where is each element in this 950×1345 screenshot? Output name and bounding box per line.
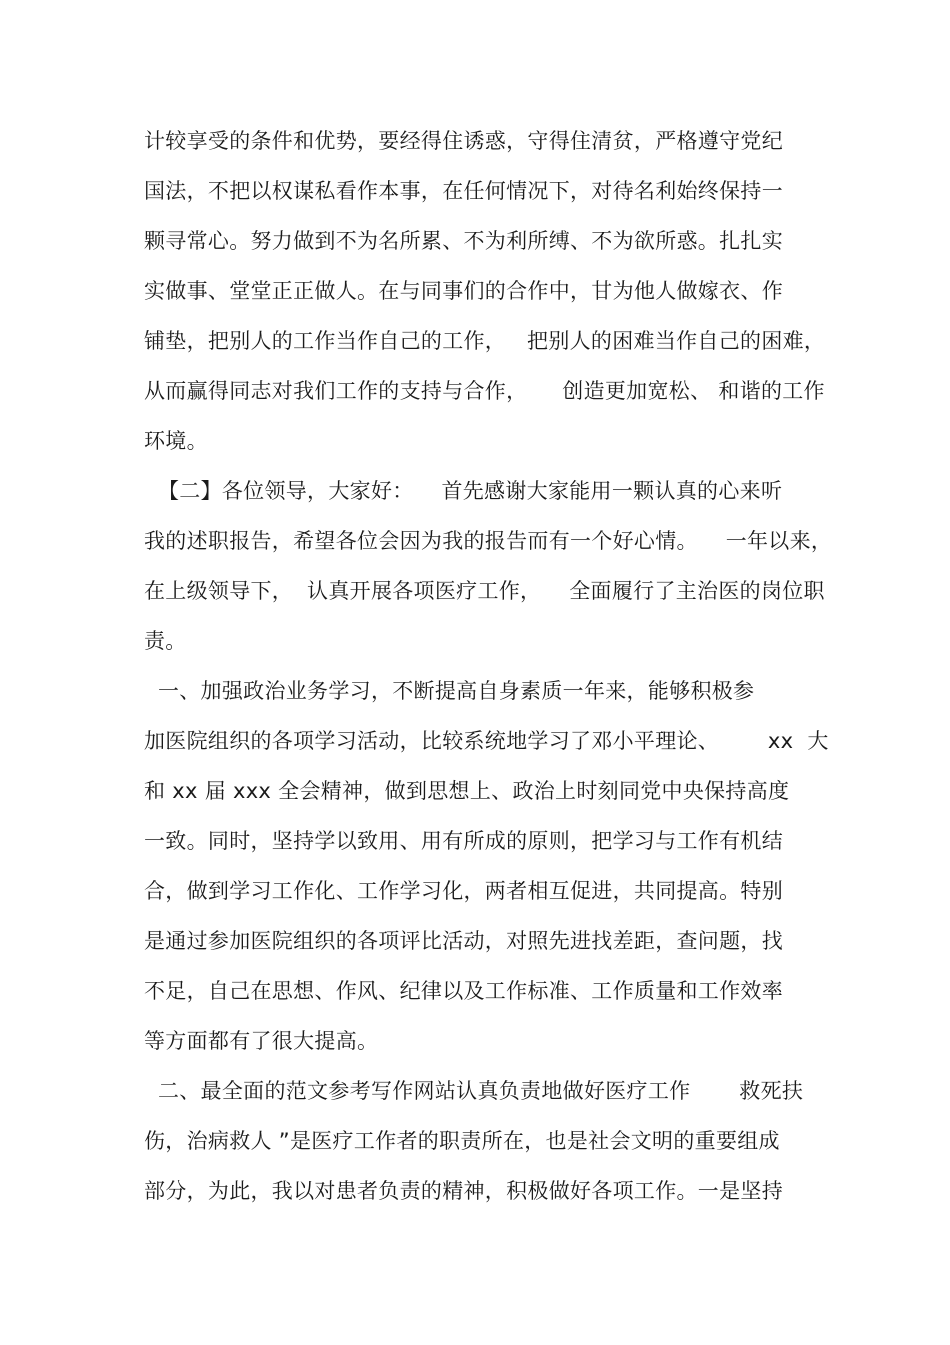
text-line: 合，做到学习工作化、工作学习化，两者相互促进，共同提高。特别 bbox=[144, 879, 783, 903]
text-line: 部分，为此，我以对患者负责的精神，积极做好各项工作。一是坚持 bbox=[144, 1179, 783, 1203]
text-line: 环境。 bbox=[144, 429, 208, 453]
text-line: 一致。同时，坚持学以致用、用有所成的原则，把学习与工作有机结 bbox=[144, 829, 783, 853]
text-line: 不足，自己在思想、作风、纪律以及工作标准、工作质量和工作效率 bbox=[144, 979, 783, 1003]
text-line: 和 xx 届 xxx 全会精神，做到思想上、政治上时刻同党中央保持高度 bbox=[144, 779, 790, 803]
text-line: 【二】各位领导，大家好： 首先感谢大家能用一颗认真的心来听 bbox=[144, 479, 783, 503]
text-line: 等方面都有了很大提高。 bbox=[144, 1029, 379, 1053]
text-line: 实做事、堂堂正正做人。在与同事们的合作中，甘为他人做嫁衣、作 bbox=[144, 279, 783, 303]
text-line: 铺垫，把别人的工作当作自己的工作， 把别人的困难当作自己的困难， bbox=[144, 329, 826, 353]
text-line: 在上级领导下， 认真开展各项医疗工作， 全面履行了主治医的岗位职 bbox=[144, 579, 825, 603]
text-line: 国法，不把以权谋私看作本事，在任何情况下，对待名利始终保持一 bbox=[144, 179, 783, 203]
text-line: 加医院组织的各项学习活动，比较系统地学习了邓小平理论、 xx 大 bbox=[144, 729, 829, 753]
text-line: 伤，治病救人 ”是医疗工作者的职责所在，也是社会文明的重要组成 bbox=[144, 1129, 780, 1153]
text-line: 计较享受的条件和优势，要经得住诱惑，守得住清贫，严格遵守党纪 bbox=[144, 129, 783, 153]
text-line: 从而赢得同志对我们工作的支持与合作， 创造更加宽松、 和谐的工作 bbox=[144, 379, 825, 403]
text-line: 颗寻常心。努力做到不为名所累、不为利所缚、不为欲所惑。扎扎实 bbox=[144, 229, 783, 253]
text-line: 是通过参加医院组织的各项评比活动，对照先进找差距，查问题，找 bbox=[144, 929, 783, 953]
text-line: 一、加强政治业务学习，不断提高自身素质一年来，能够积极参 bbox=[144, 679, 755, 703]
text-line: 我的述职报告，希望各位会因为我的报告而有一个好心情。 一年以来， bbox=[144, 529, 833, 553]
text-line: 二、最全面的范文参考写作网站认真负责地做好医疗工作 救死扶 bbox=[144, 1079, 804, 1103]
text-line: 责。 bbox=[144, 629, 187, 653]
